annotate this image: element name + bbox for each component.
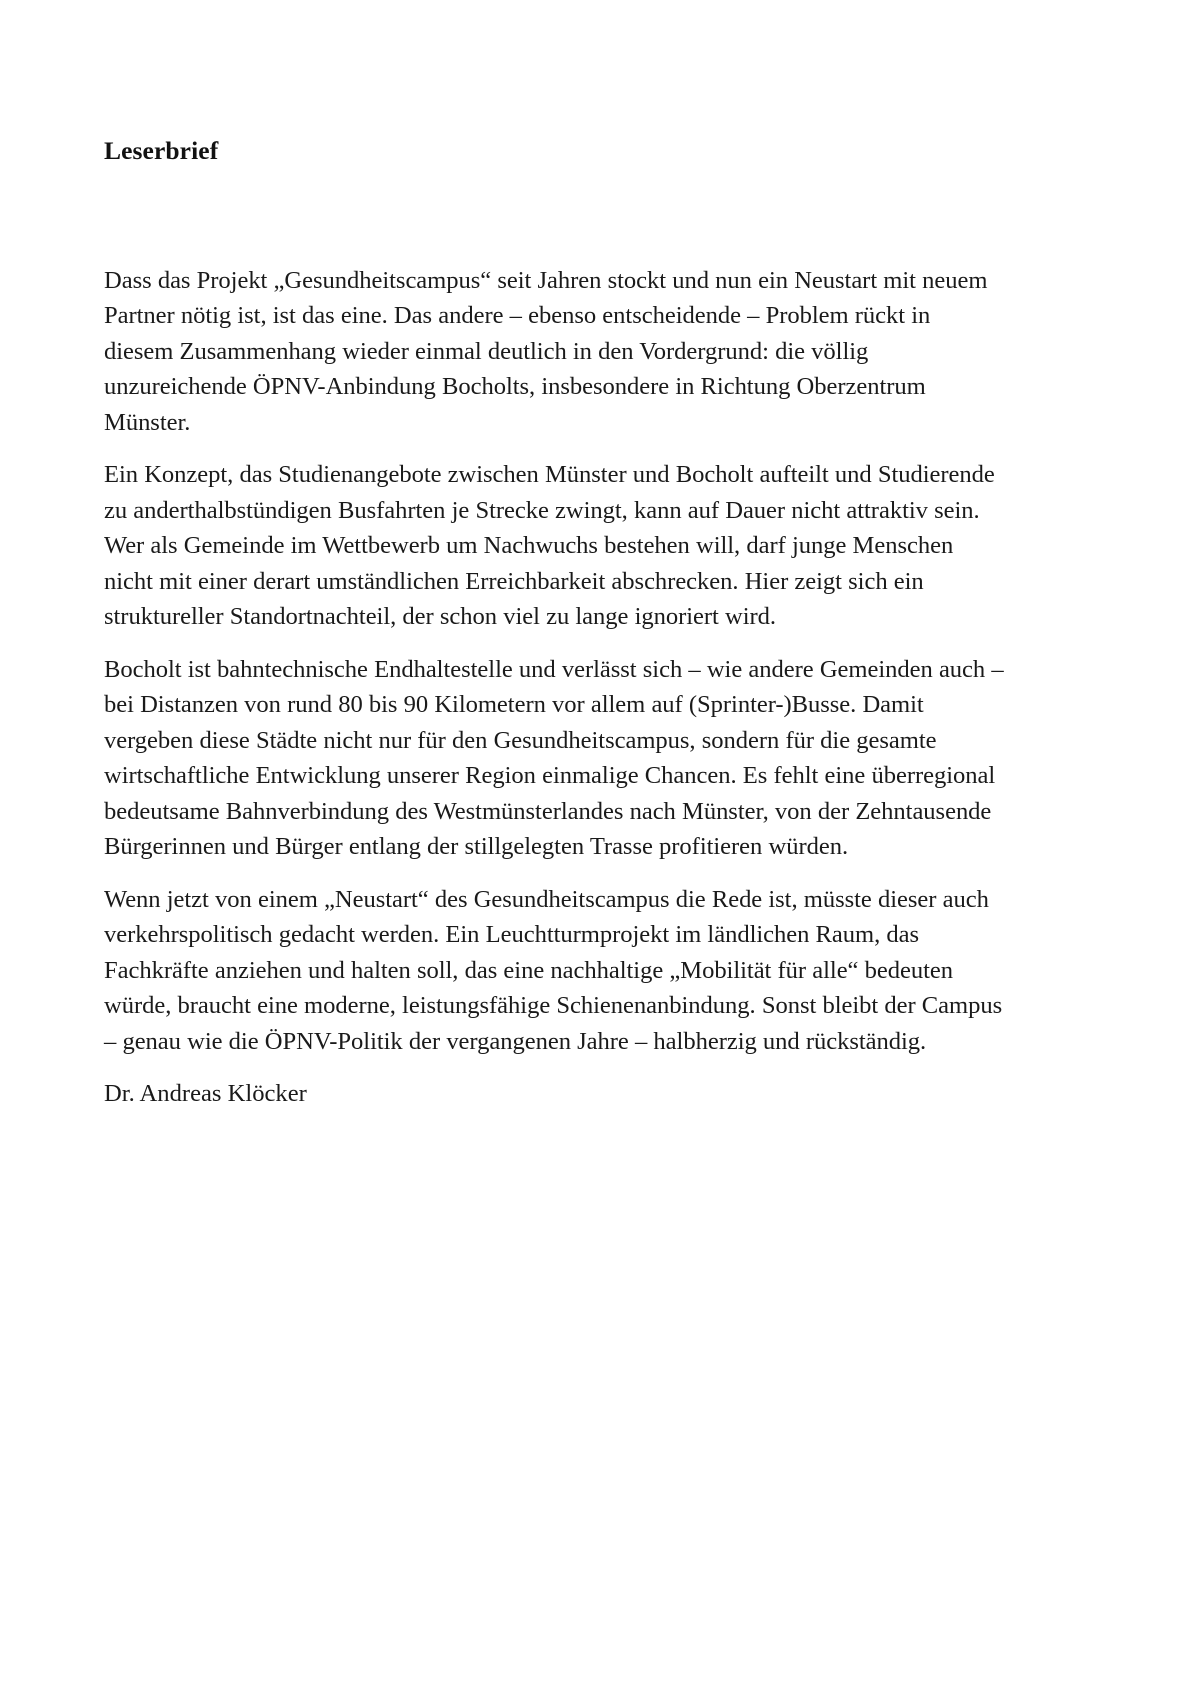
page-title: Leserbrief [104, 136, 219, 165]
paragraph-2: Ein Konzept, das Studienangebote zwischen Münster und Bocholt aufteilt und Studierende zu anderthalbstündigen Busfahrten je Strecke zwingt, kann auf Dauer nicht attraktiv sein. Wer als Gemeinde im Wettbewerb um Nachwuchs bestehen will, darf junge Menschen nicht mit einer derart umständlichen Erreichbarkeit abschrecken. Hier zeigt sich ein struktureller Standortnachteil, der schon viel zu lange ignoriert wird. [104, 461, 995, 631]
paragraph-1: Dass das Projekt „Gesundheitscampus“ seit Jahren stockt und nun ein Neustart mit neuem Partner nötig ist, ist das eine. Das andere – ebenso entscheidende – Problem rückt in diesem Zusammenhang wieder einmal deutlich in den Vordergrund: die völlig unzureichende ÖPNV-Anbindung Bocholts, insbesondere in Richtung Oberzentrum Münster. [104, 266, 988, 436]
paragraph-3: Bocholt ist bahntechnische Endhaltestelle und verlässt sich – wie andere Gemeinden auch – bei Distanzen von rund 80 bis 90 Kilometern vor allem auf (Sprinter-)Busse. Damit vergeben diese Städte nicht nur für den Gesundheitscampus, sondern für die gesamte wirtschaftliche Entwicklung unserer Region einmalige Chancen. Es fehlt eine überregional bedeutsame Bahnverbindung des Westmünsterlandes nach Münster, von der Zehntausende Bürgerinnen und Bürger entlang der stillgelegten Trasse profitieren würden. [104, 655, 1004, 861]
paragraph-4: Wenn jetzt von einem „Neustart“ des Gesundheitscampus die Rede ist, müsste dieser auch verkehrspolitisch gedacht werden. Ein Leuchtturmprojekt im ländlichen Raum, das Fachkräfte anziehen und halten soll, das eine nachhaltige „Mobilität für alle“ bedeuten würde, braucht eine moderne, leistungsfähige Schienenanbindung. Sonst bleibt der Campus – genau wie die ÖPNV-Politik der vergangenen Jahre – halbherzig und rückständig. [104, 885, 1003, 1055]
author-signature: Dr. Andreas Klöcker [104, 1080, 307, 1108]
document-body [104, 136, 1004, 1112]
